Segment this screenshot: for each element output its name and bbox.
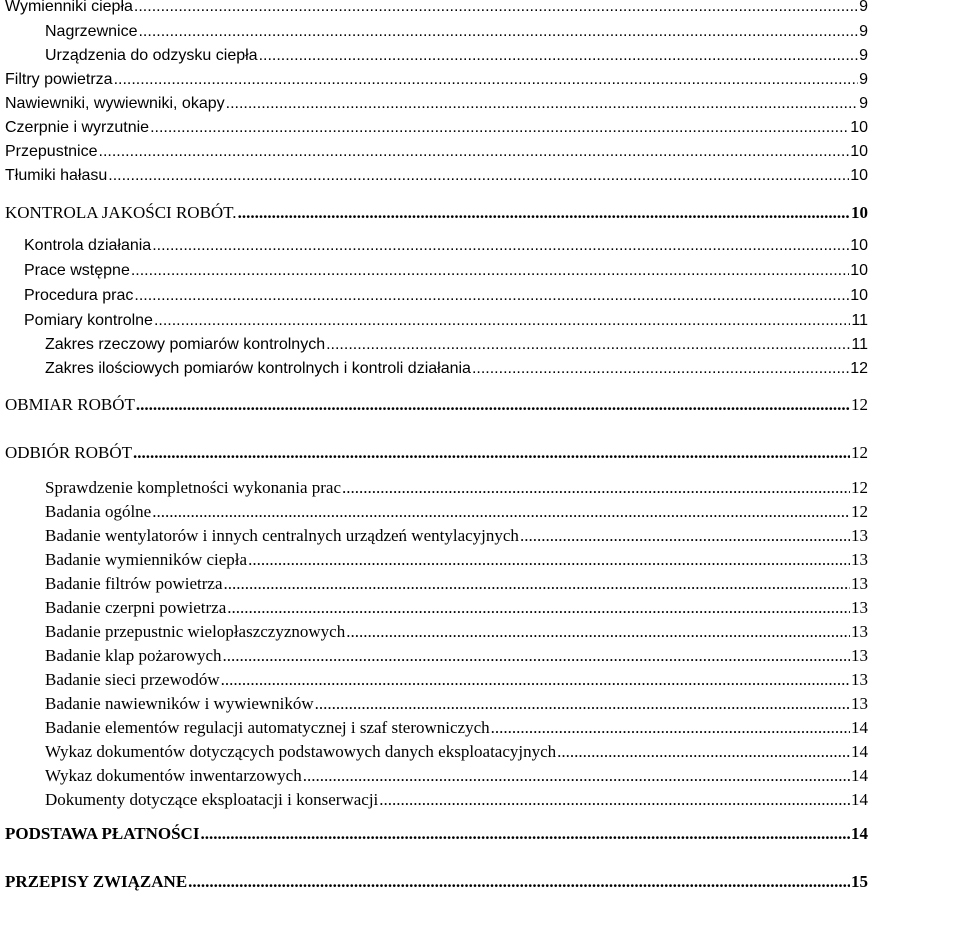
toc-entry-page: 14	[851, 824, 868, 843]
toc-entry[interactable]	[45, 359, 868, 379]
toc-entry[interactable]	[24, 311, 868, 331]
dot-leader	[221, 670, 850, 690]
toc-entry[interactable]	[45, 670, 868, 690]
toc-entry-title: Nagrzewnice	[45, 23, 138, 40]
dot-leader	[238, 203, 850, 223]
dot-leader	[491, 718, 850, 738]
dot-leader	[188, 872, 850, 892]
toc-entry-title: Dokumenty dotyczące eksploatacji i konserwacji	[45, 790, 379, 809]
toc-entry-page: 10	[850, 167, 868, 184]
toc-entry-title: Badanie filtrów powietrza	[45, 574, 223, 593]
toc-entry-title: Zakres rzeczowy pomiarów kontrolnych	[45, 336, 326, 353]
toc-entry-page: 9	[859, 95, 868, 112]
toc-entry-title: Sprawdzenie kompletności wykonania prac	[45, 478, 341, 497]
dot-leader	[346, 622, 850, 642]
toc-section-heading[interactable]	[5, 203, 868, 223]
toc-entry-title: Badanie czerpni powietrza	[45, 598, 227, 617]
toc-entry[interactable]	[45, 526, 868, 546]
toc-section-heading[interactable]	[5, 443, 868, 463]
dot-leader	[152, 502, 850, 522]
toc-entry-page: 11	[851, 336, 868, 353]
toc-entry-title: Pomiary kontrolne	[24, 312, 153, 329]
toc-entry-page: 10	[850, 237, 868, 254]
toc-entry-title: Badanie elementów regulacji automatycznej i szaf sterowniczych	[45, 718, 490, 737]
dot-leader	[136, 395, 850, 415]
toc-entry-page: 14	[851, 790, 868, 809]
dot-leader	[108, 166, 849, 186]
toc-entry-page: 10	[850, 287, 868, 304]
toc-entry-title: Tłumiki hałasu	[5, 167, 108, 184]
toc-entry-title: KONTROLA JAKOŚCI ROBÓT.	[5, 203, 237, 222]
dot-leader	[99, 142, 850, 162]
toc-entry-title: Badanie wymienników ciepła	[45, 550, 248, 569]
toc-entry-page: 13	[851, 526, 868, 545]
toc-entry-title: Urządzenia do odzysku ciepła	[45, 47, 258, 64]
toc-entry-title: Czerpnie i wyrzutnie	[5, 119, 150, 136]
toc-entry-page: 10	[850, 143, 868, 160]
toc-entry[interactable]	[45, 550, 868, 570]
toc-entry-title: Badanie przepustnic wielopłaszczyznowych	[45, 622, 346, 641]
dot-leader	[131, 261, 849, 281]
toc-entry-title: Badanie nawiewników i wywiewników	[45, 694, 314, 713]
toc-entry[interactable]	[24, 286, 868, 306]
toc-entry-title: PODSTAWA PŁATNOŚCI	[5, 824, 200, 843]
dot-leader	[303, 766, 850, 786]
toc-entry-title: Procedura prac	[24, 287, 134, 304]
toc-section-heading[interactable]	[5, 872, 868, 892]
dot-leader	[133, 443, 850, 463]
toc-entry[interactable]	[5, 94, 868, 114]
toc-entry[interactable]	[24, 261, 868, 281]
toc-entry-page: 14	[851, 742, 868, 761]
toc-entry-page: 9	[859, 71, 868, 88]
toc-entry[interactable]	[5, 166, 868, 186]
toc-entry[interactable]	[5, 0, 868, 17]
dot-leader	[520, 526, 850, 546]
toc-entry[interactable]	[45, 46, 868, 66]
dot-leader	[200, 824, 850, 844]
toc-entry-title: Wykaz dokumentów dotyczących podstawowych danych eksploatacyjnych	[45, 742, 557, 761]
toc-entry-page: 13	[851, 646, 868, 665]
toc-entry-page: 12	[850, 360, 868, 377]
toc-entry[interactable]	[5, 70, 868, 90]
dot-leader	[557, 742, 850, 762]
toc-entry-title: Badanie sieci przewodów	[45, 670, 220, 689]
toc-entry-title: Prace wstępne	[24, 262, 130, 279]
toc-entry-page: 11	[851, 312, 868, 329]
toc-entry[interactable]	[45, 574, 868, 594]
toc-entry[interactable]	[45, 742, 868, 762]
toc-entry-page: 12	[851, 395, 868, 414]
dot-leader	[259, 46, 859, 66]
dot-leader	[223, 646, 850, 666]
toc-entry-page: 10	[850, 119, 868, 136]
toc-entry-page: 12	[851, 502, 868, 521]
dot-leader	[114, 70, 859, 90]
toc-section-heading[interactable]	[5, 824, 868, 844]
toc-entry[interactable]	[45, 790, 868, 810]
toc-entry-page: 13	[851, 550, 868, 569]
toc-entry-page: 10	[850, 262, 868, 279]
toc-entry[interactable]	[45, 335, 868, 355]
toc-entry[interactable]	[5, 118, 868, 138]
toc-entry[interactable]	[45, 622, 868, 642]
toc-entry-title: Badanie klap pożarowych	[45, 646, 222, 665]
toc-entry-title: Badanie wentylatorów i innych centralnych urządzeń wentylacyjnych	[45, 526, 519, 545]
toc-entry-page: 13	[851, 670, 868, 689]
toc-entry[interactable]	[45, 694, 868, 714]
toc-entry-page: 13	[851, 694, 868, 713]
toc-entry[interactable]	[5, 142, 868, 162]
toc-entry-title: Badania ogólne	[45, 502, 152, 521]
toc-entry-title: OBMIAR ROBÓT	[5, 395, 135, 414]
toc-entry-page: 13	[851, 574, 868, 593]
toc-entry-page: 9	[859, 47, 868, 64]
dot-leader	[326, 335, 850, 355]
toc-entry-page: 13	[851, 622, 868, 641]
dot-leader	[152, 236, 849, 256]
toc-entry-page: 14	[851, 766, 868, 785]
toc-entry-page: 10	[851, 203, 868, 222]
dot-leader	[379, 790, 850, 810]
toc-entry[interactable]	[45, 718, 868, 738]
toc-entry[interactable]	[45, 502, 868, 522]
dot-leader	[138, 22, 858, 42]
toc-entry[interactable]	[45, 478, 868, 498]
toc-entry[interactable]	[45, 766, 868, 786]
toc-entry-title: Wykaz dokumentów inwentarzowych	[45, 766, 302, 785]
toc-entry-title: PRZEPISY ZWIĄZANE	[5, 872, 188, 891]
toc-entry[interactable]	[45, 598, 868, 618]
toc-entry[interactable]	[24, 236, 868, 256]
dot-leader	[315, 694, 850, 714]
toc-entry-title: Zakres ilościowych pomiarów kontrolnych i kontroli działania	[45, 360, 471, 377]
toc-entry-page: 15	[851, 872, 868, 891]
dot-leader	[248, 550, 850, 570]
dot-leader	[134, 0, 858, 17]
toc-entry-title: Przepustnice	[5, 143, 98, 160]
toc-entry-page: 9	[859, 23, 868, 40]
toc-entry-title: ODBIÓR ROBÓT	[5, 443, 133, 462]
toc-entry-page: 13	[851, 598, 868, 617]
dot-leader	[154, 311, 850, 331]
dot-leader	[134, 286, 849, 306]
dot-leader	[226, 94, 858, 114]
toc-entry-title: Kontrola działania	[24, 237, 152, 254]
dot-leader	[227, 598, 850, 618]
dot-leader	[224, 574, 851, 594]
dot-leader	[150, 118, 849, 138]
toc-entry[interactable]	[45, 22, 868, 42]
toc-entry-page: 9	[859, 0, 868, 15]
toc-entry-title: Filtry powietrza	[5, 71, 113, 88]
toc-entry-page: 12	[851, 478, 868, 497]
toc-entry-title: Nawiewniki, wywiewniki, okapy	[5, 95, 225, 112]
toc-entry[interactable]	[45, 646, 868, 666]
dot-leader	[472, 359, 849, 379]
toc-entry-page: 14	[851, 718, 868, 737]
dot-leader	[342, 478, 850, 498]
toc-section-heading[interactable]	[5, 395, 868, 415]
toc-entry-title: Wymienniki ciepła	[5, 0, 133, 15]
toc-entry-page: 12	[851, 443, 868, 462]
